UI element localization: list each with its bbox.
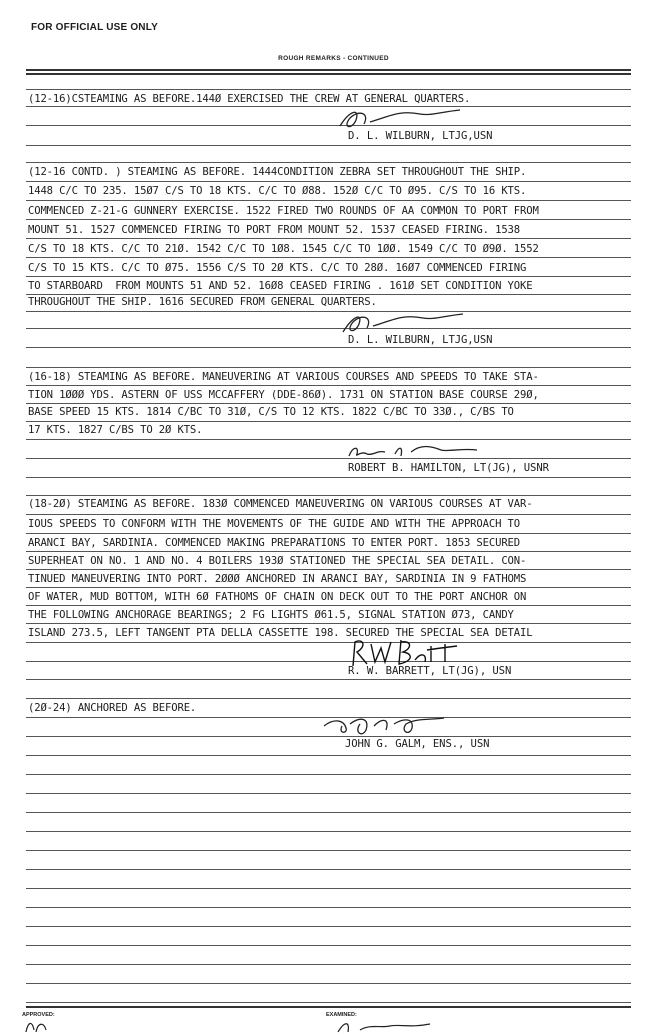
ruled-line — [26, 89, 631, 90]
classification-marking: FOR OFFICIAL USE ONLY — [31, 22, 158, 33]
entry-4-signature: R. W. BARRETT, LT(JG), USN — [348, 665, 512, 677]
ruled-line — [26, 907, 631, 908]
entry-2-line-2: 1448 C/C TO 235. 15Ø7 C/S TO 18 KTS. C/C TO Ø88. 152Ø C/C TO Ø95. C/S TO 16 KTS. — [28, 185, 527, 197]
ruled-line — [26, 605, 631, 606]
approved-label: APPROVED: — [22, 1012, 55, 1018]
ruled-line — [26, 219, 631, 220]
entry-4-line-1: (18-2Ø) STEAMING AS BEFORE. 183Ø COMMENCED MANEUVERING ON VARIOUS COURSES AT VAR- — [28, 498, 533, 510]
ruled-line — [26, 945, 631, 946]
entry-3-signature: ROBERT B. HAMILTON, LT(JG), USNR — [348, 462, 549, 474]
entry-5-line-1: (2Ø-24) ANCHORED AS BEFORE. — [28, 702, 197, 714]
ruled-line — [26, 569, 631, 570]
ruled-line — [26, 623, 631, 624]
ruled-line — [26, 458, 631, 459]
ruled-line — [26, 551, 631, 552]
ruled-line — [26, 926, 631, 927]
bottom-rule — [26, 1006, 631, 1008]
ruled-line — [26, 311, 631, 312]
entry-2-line-6: C/S TO 15 KTS. C/C TO Ø75. 1556 C/S TO 2Ø KTS. C/C TO 28Ø. 16Ø7 COMMENCED FIRING — [28, 262, 527, 274]
entry-3-line-3: BASE SPEED 15 KTS. 1814 C/BC TO 31Ø, C/S TO 12 KTS. 1822 C/BC TO 33Ø., C/BS TO — [28, 406, 514, 418]
ruled-line — [26, 257, 631, 258]
entry-2-line-5: C/S TO 18 KTS. C/C TO 21Ø. 1542 C/C TO 1Ø8. 1545 C/C TO 1ØØ. 1549 C/C TO Ø9Ø. 1552 — [28, 243, 539, 255]
ruled-line — [26, 385, 631, 386]
ruled-line — [26, 125, 631, 126]
entry-2-signature: D. L. WILBURN, LTJG,USN — [348, 334, 493, 346]
ruled-line — [26, 698, 631, 699]
examined-label: EXAMINED: — [326, 1012, 357, 1018]
ruled-line — [26, 328, 631, 329]
ruled-line — [26, 1002, 631, 1003]
ruled-line — [26, 812, 631, 813]
signature-hamilton — [345, 442, 485, 462]
ruled-line — [26, 533, 631, 534]
entry-2-line-7: TO STARBOARD FROM MOUNTS 51 AND 52. 16Ø8 CEASED FIRING . 161Ø SET CONDITION YOKE — [28, 280, 533, 292]
entry-2-line-3: COMMENCED Z-21-G GUNNERY EXERCISE. 1522 FIRED TWO ROUNDS OF AA COMMON TO PORT FROM — [28, 205, 539, 217]
entry-3-line-4: 17 KTS. 1827 C/BS TO 2Ø KTS. — [28, 424, 203, 436]
ruled-line — [26, 238, 631, 239]
entry-2-line-8: THROUGHOUT THE SHIP. 1616 SECURED FROM GENERAL QUARTERS. — [28, 296, 377, 308]
ruled-line — [26, 421, 631, 422]
ruled-line — [26, 439, 631, 440]
entry-4-line-3: ARANCI BAY, SARDINIA. COMMENCED MAKING PREPARATIONS TO ENTER PORT. 1853 SECURED — [28, 537, 521, 549]
ruled-line — [26, 888, 631, 889]
ruled-line — [26, 403, 631, 404]
ruled-line — [26, 294, 631, 295]
entry-5-signature: JOHN G. GALM, ENS., USN — [345, 738, 490, 750]
ruled-line — [26, 964, 631, 965]
ruled-line — [26, 347, 631, 348]
ruled-line — [26, 755, 631, 756]
ruled-line — [26, 869, 631, 870]
ruled-line — [26, 367, 631, 368]
ruled-line — [26, 276, 631, 277]
entry-4-line-5: TINUED MANEUVERING INTO PORT. 2ØØØ ANCHORED IN ARANCI BAY, SARDINIA IN 9 FATHOMS — [28, 573, 527, 585]
approved-signature-mark — [22, 1018, 52, 1033]
ruled-line — [26, 587, 631, 588]
ruled-line — [26, 495, 631, 496]
ruled-line — [26, 181, 631, 182]
top-rule-2 — [26, 73, 631, 75]
entry-1-line-1: (12-16)CSTEAMING AS BEFORE.144Ø EXERCISED THE CREW AT GENERAL QUARTERS. — [28, 93, 471, 105]
ruled-line — [26, 983, 631, 984]
signature-wilburn-1 — [330, 106, 480, 132]
ruled-line — [26, 477, 631, 478]
signature-barrett — [345, 636, 465, 668]
ruled-line — [26, 774, 631, 775]
entry-1-signature: D. L. WILBURN, LTJG,USN — [348, 130, 493, 142]
ruled-line — [26, 679, 631, 680]
ruled-line — [26, 162, 631, 163]
ruled-line — [26, 200, 631, 201]
entry-3-line-2: TION 1ØØØ YDS. ASTERN OF USS MCCAFFERY (DDE-86Ø). 1731 ON STATION BASE COURSE 29Ø, — [28, 389, 539, 401]
examined-signature-mark — [330, 1018, 450, 1033]
ruled-line — [26, 514, 631, 515]
signature-galm — [320, 712, 460, 740]
ruled-line — [26, 831, 631, 832]
entry-4-line-7: THE FOLLOWING ANCHORAGE BEARINGS; 2 FG LIGHTS Ø61.5, SIGNAL STATION Ø73, CANDY — [28, 609, 514, 621]
ruled-line — [26, 661, 631, 662]
entry-4-line-6: OF WATER, MUD BOTTOM, WITH 6Ø FATHOMS OF CHAIN ON DECK OUT TO THE PORT ANCHOR ON — [28, 591, 527, 603]
ruled-line — [26, 642, 631, 643]
ruled-line — [26, 850, 631, 851]
entry-3-line-1: (16-18) STEAMING AS BEFORE. MANEUVERING AT VARIOUS COURSES AND SPEEDS TO TAKE STA- — [28, 371, 539, 383]
entry-4-line-8: ISLAND 273.5, LEFT TANGENT PTA DELLA CASSETTE 198. SECURED THE SPECIAL SEA DETAIL — [28, 627, 533, 639]
page-title: ROUGH REMARKS - CONTINUED — [278, 55, 389, 62]
entry-4-line-2: IOUS SPEEDS TO CONFORM WITH THE MOVEMENTS OF THE GUIDE AND WITH THE APPROACH TO — [28, 518, 521, 530]
top-rule — [26, 69, 631, 71]
entry-4-line-4: SUPERHEAT ON NO. 1 AND NO. 4 BOILERS 193Ø STATIONED THE SPECIAL SEA DETAIL. CON- — [28, 555, 527, 567]
entry-2-line-4: MOUNT 51. 1527 COMMENCED FIRING TO PORT FROM MOUNT 52. 1537 CEASED FIRING. 1538 — [28, 224, 521, 236]
ruled-line — [26, 793, 631, 794]
entry-2-line-1: (12-16 CONTD. ) STEAMING AS BEFORE. 1444CONDITION ZEBRA SET THROUGHOUT THE SHIP. — [28, 166, 527, 178]
ruled-line — [26, 145, 631, 146]
signature-wilburn-2 — [335, 310, 475, 336]
ruled-line — [26, 106, 631, 107]
